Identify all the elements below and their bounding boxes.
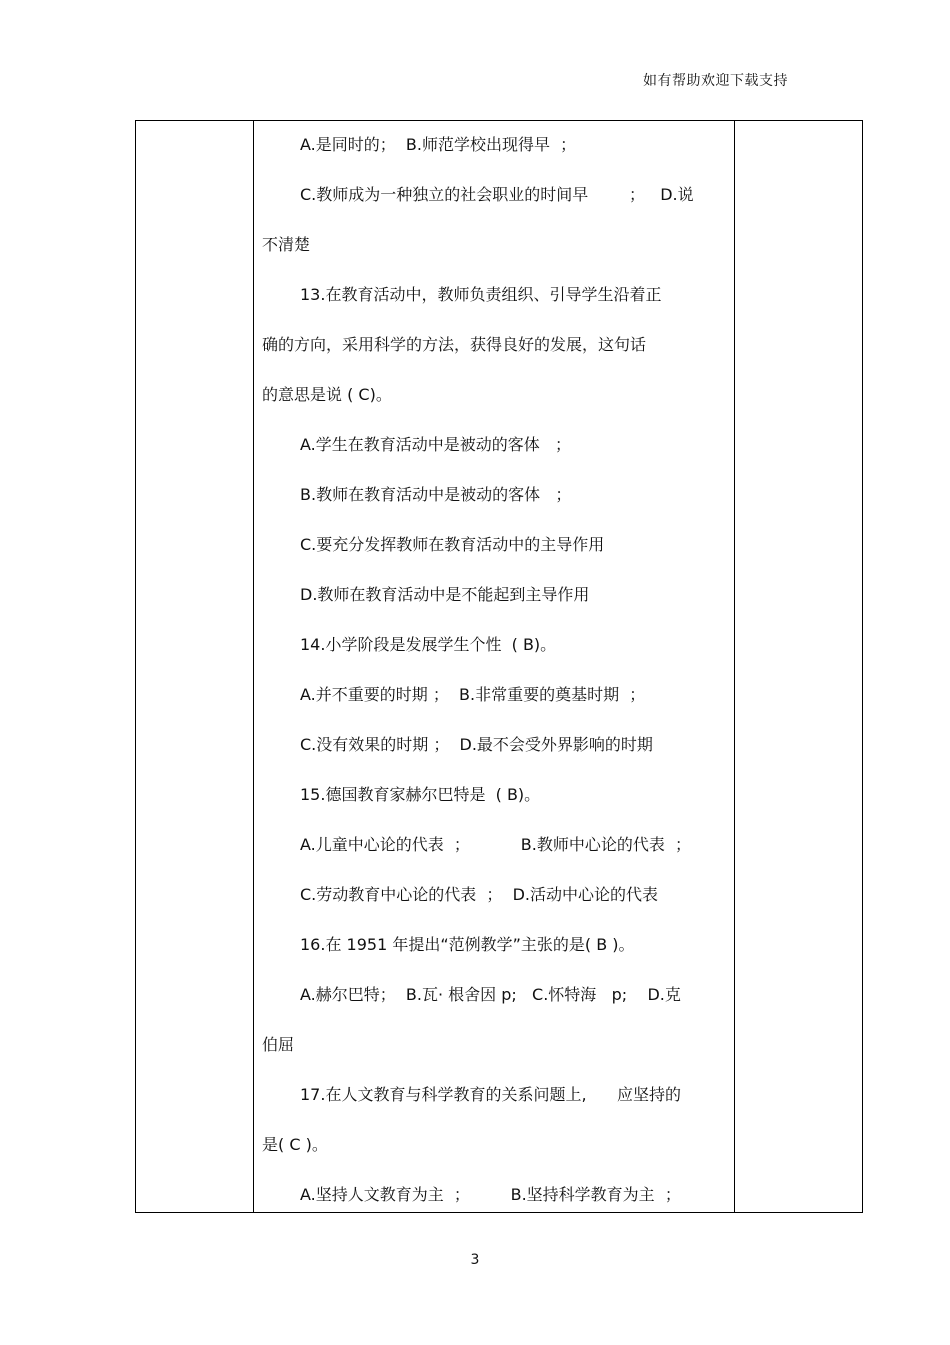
text-line: 15.德国教育家赫尔巴特是 ( B)。 [300, 785, 541, 804]
text-line: 确的方向，采用科学的方法，获得良好的发展，这句话 [262, 335, 647, 354]
text-line: A.学生在教育活动中是被动的客体 ； [300, 435, 572, 454]
page-header: 如有帮助欢迎下载支持 [643, 73, 788, 89]
text-line: A.坚持人文教育为主 ； B.坚持科学教育为主 ； [300, 1185, 681, 1204]
text-line: 14.小学阶段是发展学生个性 ( B)。 [300, 635, 557, 654]
text-line: D.教师在教育活动中是不能起到主导作用 [300, 585, 590, 604]
text-line: 不清楚 [262, 235, 311, 254]
text-line: 16.在 1951 年提出“范例教学”主张的是( B )。 [300, 935, 635, 954]
text-line: C.教师成为一种独立的社会职业的时间早 ； D.说 [300, 185, 694, 204]
text-line: 是( C )。 [262, 1135, 328, 1154]
column-divider-right [734, 121, 735, 1212]
text-line: C.劳动教育中心论的代表 ； D.活动中心论的代表 [300, 885, 659, 904]
text-line: B.教师在教育活动中是被动的客体 ； [300, 485, 572, 504]
text-line: A.赫尔巴特； B.瓦· 根舍因 p; C.怀特海 p; D.克 [300, 985, 681, 1004]
text-line: 伯屈 [262, 1035, 295, 1054]
column-divider-left [253, 121, 254, 1212]
page-number: 3 [470, 1252, 480, 1268]
text-line: C.要充分发挥教师在教育活动中的主导作用 [300, 535, 605, 554]
text-line: C.没有效果的时期 ； D.最不会受外界影响的时期 [300, 735, 653, 754]
text-line: 13.在教育活动中，教师负责组织、引导学生沿着正 [300, 285, 662, 304]
text-line: 的意思是说 ( C)。 [262, 385, 392, 404]
text-line: A.并不重要的时期 ； B.非常重要的奠基时期 ； [300, 685, 646, 704]
content-table [135, 120, 863, 1213]
text-line: A.是同时的； B.师范学校出现得早 ； [300, 135, 577, 154]
text-line: 17.在人文教育与科学教育的关系问题上, 应坚持的 [300, 1085, 682, 1104]
text-line: A.儿童中心论的代表 ； B.教师中心论的代表 ； [300, 835, 692, 854]
